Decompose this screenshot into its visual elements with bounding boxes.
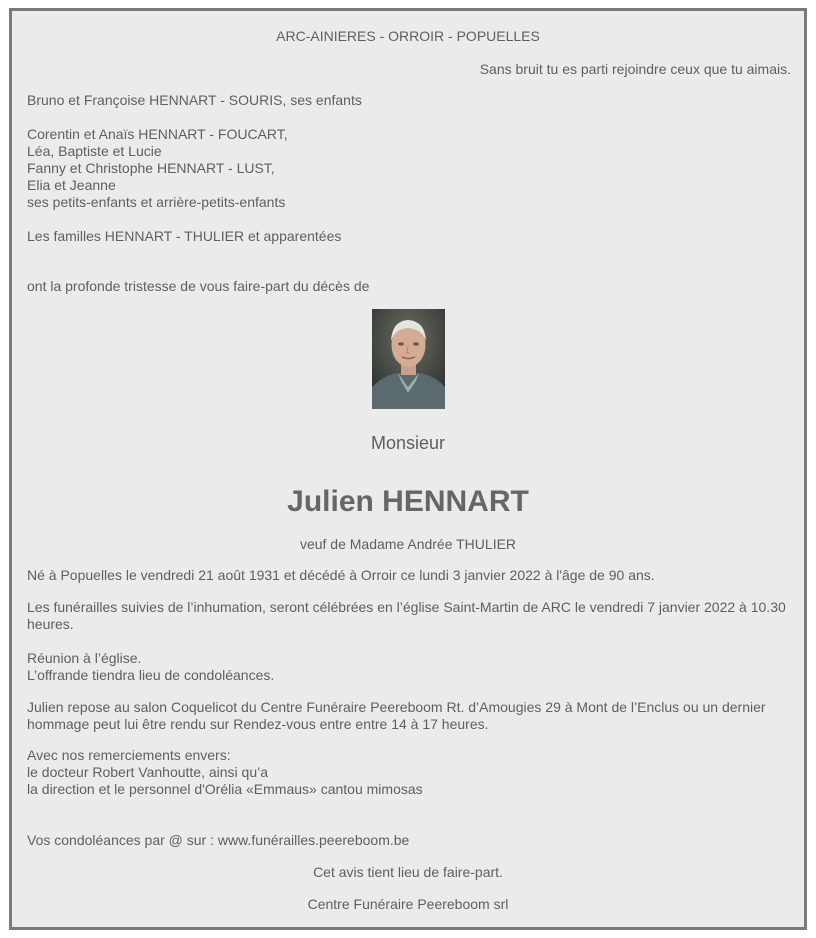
deceased-name: Julien HENNART — [287, 485, 529, 518]
grandchildren-line: ses petits-enfants et arrière-petits-enfants — [27, 194, 286, 210]
notice-line: Cet avis tient lieu de faire-part. — [313, 864, 503, 880]
condolences-link[interactable]: Vos condoléances par @ sur : www.funérailles.peereboom.be — [27, 832, 410, 848]
grandchildren-list — [27, 126, 288, 211]
obituary-frame — [9, 8, 807, 930]
thanks-line: la direction et le personnel d'Orélia «Emmaus» cantou mimosas — [27, 781, 423, 797]
thanks-line: Avec nos remerciements envers: — [27, 747, 231, 763]
memorial-quote: Sans bruit tu es parti rejoindre ceux que tu aimais. — [479, 61, 791, 77]
offering-line: L’offrande tiendra lieu de condoléances. — [27, 667, 275, 683]
grandchildren-line: Léa, Baptiste et Lucie — [27, 143, 162, 159]
spouse-line: veuf de Madame Andrée THULIER — [299, 536, 517, 552]
grandchildren-line: Fanny et Christophe HENNART - LUST, — [27, 160, 275, 176]
deceased-title: Monsieur — [370, 433, 446, 453]
meeting-line: Réunion à l’église. — [27, 650, 142, 666]
birth-death-line: Né à Popuelles le vendredi 21 août 1931 et décédé à Orroir ce lundi 3 janvier 2022 à l'âge de 90 ans. — [27, 567, 655, 583]
thanks-block — [27, 747, 423, 798]
repose-paragraph: Julien repose au salon Coquelicot du Centre Funéraire Peereboom Rt. d’Amougies 29 à Mont de l’Enclus ou un dernier hommage peut lui être rendu sur Rendez-vous entre entre 14 à 17 heures. — [27, 699, 766, 732]
deceased-photo — [372, 309, 445, 409]
families-line: Les familles HENNART - THULIER et apparentées — [27, 228, 342, 244]
meeting-block — [27, 650, 274, 684]
grandchildren-line: Elia et Jeanne — [27, 177, 116, 193]
children-line: Bruno et Françoise HENNART - SOURIS, ses enfants — [27, 92, 362, 108]
company-line: Centre Funéraire Peereboom srl — [307, 896, 509, 912]
villages-header: ARC-AINIERES - ORROIR - POPUELLES — [276, 28, 540, 44]
thanks-line: le docteur Robert Vanhoutte, ainsi qu’a — [27, 764, 269, 780]
announcement-line: ont la profonde tristesse de vous faire-part du décès de — [27, 278, 370, 294]
grandchildren-line: Corentin et Anaïs HENNART - FOUCART, — [27, 126, 288, 142]
funeral-paragraph: Les funérailles suivies de l’inhumation, seront célébrées en l’église Saint-Martin de ARC le vendredi 7 janvier 2022 à 10.30 heures. — [27, 599, 786, 632]
